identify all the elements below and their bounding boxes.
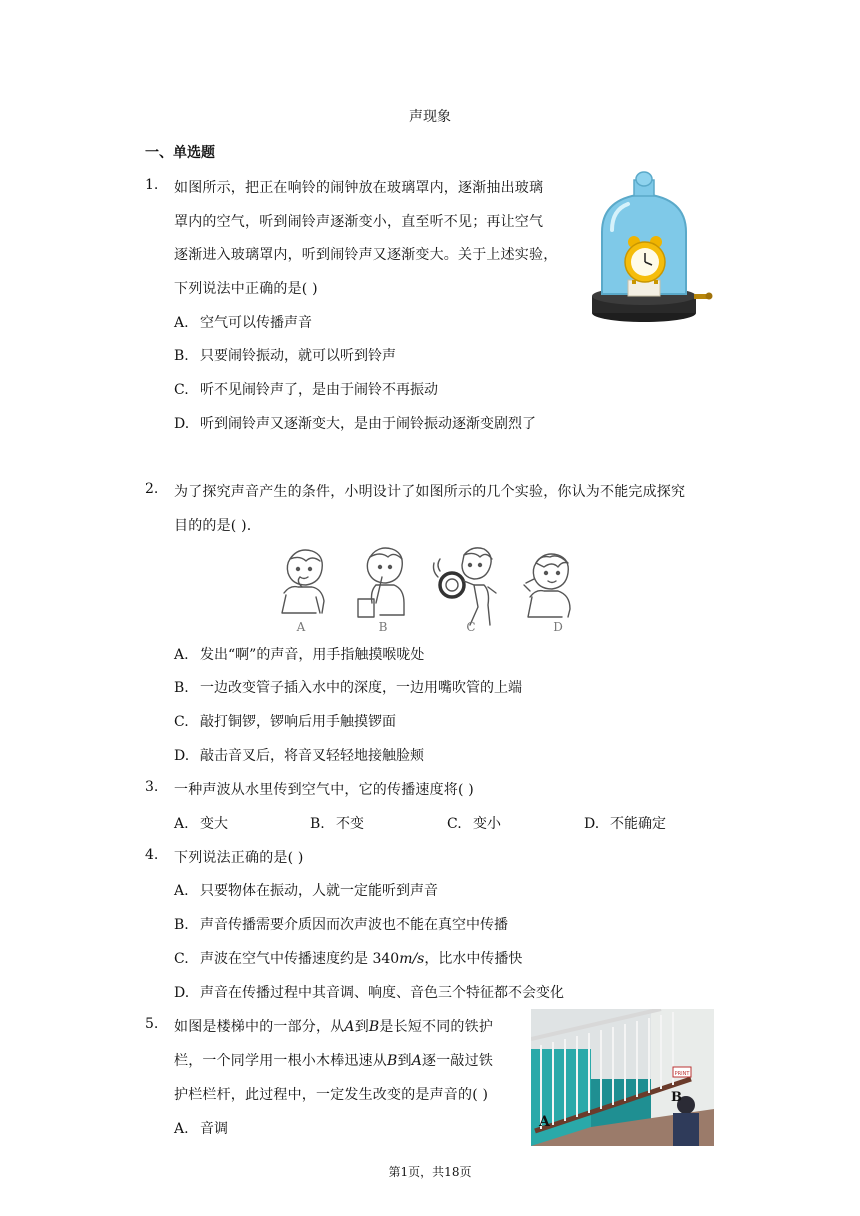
sound-experiments-figure — [268, 543, 588, 635]
question-1-option-b[interactable] — [174, 345, 396, 365]
option-text: 空气可以传播声音 — [200, 315, 312, 331]
option-text: 听不见闹铃声了，是由于闹铃不再振动 — [200, 382, 438, 398]
point-b: B — [387, 1053, 398, 1069]
option-text: 音调 — [200, 1121, 228, 1137]
question-4-option-c[interactable] — [174, 948, 522, 968]
option-label: B. — [174, 680, 189, 696]
staircase-railing-photo — [531, 1009, 714, 1146]
question-3-option-b[interactable] — [310, 813, 364, 833]
section-heading: 一、单选题 — [145, 145, 215, 161]
text-segment: 到 — [354, 1019, 369, 1035]
question-5-line-3: 护栏栏杆，此过程中，一定发生改变的是声音的( ) — [174, 1087, 489, 1103]
question-1-option-c[interactable] — [174, 379, 438, 399]
text-segment: 到 — [397, 1053, 412, 1069]
option-label: B. — [174, 917, 189, 933]
text-segment: 是长短不同的铁护 — [379, 1019, 494, 1035]
text-segment: 逐一敲过铁 — [422, 1053, 494, 1069]
photo-label-b: B — [671, 1090, 682, 1105]
figure-label-d: D — [553, 620, 563, 634]
question-3-option-a[interactable] — [174, 813, 228, 833]
bell-jar-alarm-clock-figure — [588, 170, 720, 326]
point-a: A — [344, 1019, 355, 1035]
option-label: D. — [174, 748, 190, 764]
option-label: A. — [174, 315, 189, 331]
question-5-line-1 — [174, 1016, 493, 1036]
question-2-line-1: 为了探究声音产生的条件，小明设计了如图所示的几个实验，你认为不能完成探究 — [174, 484, 686, 500]
option-text: 声音在传播过程中其音调、响度、音色三个特征都不会变化 — [200, 985, 564, 1001]
option-text: 发出“啊”的声音，用手指触摸喉咙处 — [200, 647, 425, 663]
option-text: 变小 — [473, 816, 501, 832]
question-5-line-2 — [174, 1050, 493, 1070]
option-label: A. — [174, 883, 189, 899]
question-1-line-3: 逐渐进入玻璃罩内，听到闹铃声又逐渐变大。关于上述实验， — [174, 247, 558, 263]
option-label: C. — [447, 816, 462, 832]
question-4-option-d[interactable] — [174, 982, 564, 1002]
question-1-line-4: 下列说法中正确的是( ) — [174, 281, 318, 297]
figure-label-b: B — [378, 620, 388, 634]
text-segment: 栏，一个同学用一根小木棒迅速从 — [174, 1053, 387, 1069]
option-text: 敲击音叉后，将音叉轻轻地接触脸颊 — [200, 748, 424, 764]
speed-value: 340 — [372, 951, 400, 967]
question-2-number: 2. — [145, 481, 159, 497]
question-5-number: 5. — [145, 1016, 159, 1032]
point-a: A — [411, 1053, 423, 1069]
option-label: C. — [174, 382, 189, 398]
option-label: A. — [174, 1121, 189, 1137]
question-4-option-a[interactable] — [174, 880, 438, 900]
option-label: D. — [584, 816, 600, 832]
page-title: 声现象 — [409, 109, 451, 125]
question-1-option-d[interactable] — [174, 413, 536, 433]
point-b: B — [368, 1019, 380, 1035]
question-1-option-a[interactable] — [174, 312, 312, 332]
question-4-number: 4. — [145, 847, 159, 863]
question-2-option-a[interactable] — [174, 644, 424, 664]
question-2-option-d[interactable] — [174, 745, 424, 765]
option-text: 声音传播需要介质因而次声波也不能在真空中传播 — [200, 917, 508, 933]
option-label: A. — [174, 647, 189, 663]
option-text: 只要物体在振动，人就一定能听到声音 — [200, 883, 438, 899]
question-5-option-a[interactable] — [174, 1118, 228, 1138]
question-1-number: 1. — [145, 177, 159, 193]
question-3-option-d[interactable] — [584, 813, 666, 833]
figure-label-a: A — [296, 620, 306, 634]
option-label: C. — [174, 951, 189, 967]
option-label: D. — [174, 416, 190, 432]
option-text: 敲打铜锣，锣响后用手触摸锣面 — [200, 714, 396, 730]
option-text: 不能确定 — [610, 816, 666, 832]
option-label: A. — [174, 816, 189, 832]
option-text: 不变 — [336, 816, 364, 832]
option-text-tail: ，比水中传播快 — [424, 951, 523, 967]
question-3-number: 3. — [145, 779, 159, 795]
question-4-line: 下列说法正确的是( ) — [174, 850, 304, 866]
question-2-option-c[interactable] — [174, 711, 396, 731]
option-text: 变大 — [200, 816, 228, 832]
question-2-option-b[interactable] — [174, 677, 522, 697]
option-label: C. — [174, 714, 189, 730]
option-label: B. — [310, 816, 325, 832]
speed-unit: m/s — [399, 951, 425, 967]
photo-label-a: A — [539, 1114, 550, 1130]
question-4-option-b[interactable] — [174, 914, 508, 934]
option-text: 一边改变管子插入水中的深度，一边用嘴吹管的上端 — [200, 680, 522, 696]
option-text: 声波在空气中传播速度约是 — [200, 951, 373, 967]
option-text: 只要闹铃振动，就可以听到铃声 — [200, 348, 396, 364]
option-text: 听到闹铃声又逐渐变大，是由于闹铃振动逐渐变剧烈了 — [200, 416, 536, 432]
page-footer: 第1页，共18页 — [388, 1165, 472, 1179]
question-3-option-c[interactable] — [447, 813, 501, 833]
option-label: D. — [174, 985, 190, 1001]
question-1-line-2: 罩内的空气，听到闹铃声逐渐变小，直至听不见；再让空气 — [174, 214, 544, 230]
wall-sign: PRINT — [674, 1071, 690, 1077]
question-2-line-2: 目的的是( ). — [174, 518, 252, 534]
figure-label-c: C — [466, 620, 476, 634]
question-1-line-1: 如图所示，把正在响铃的闹钟放在玻璃罩内，逐渐抽出玻璃 — [174, 180, 544, 196]
option-label: B. — [174, 348, 189, 364]
text-segment: 如图是楼梯中的一部分，从 — [174, 1019, 345, 1035]
question-3-line: 一种声波从水里传到空气中，它的传播速度将( ) — [174, 782, 474, 798]
